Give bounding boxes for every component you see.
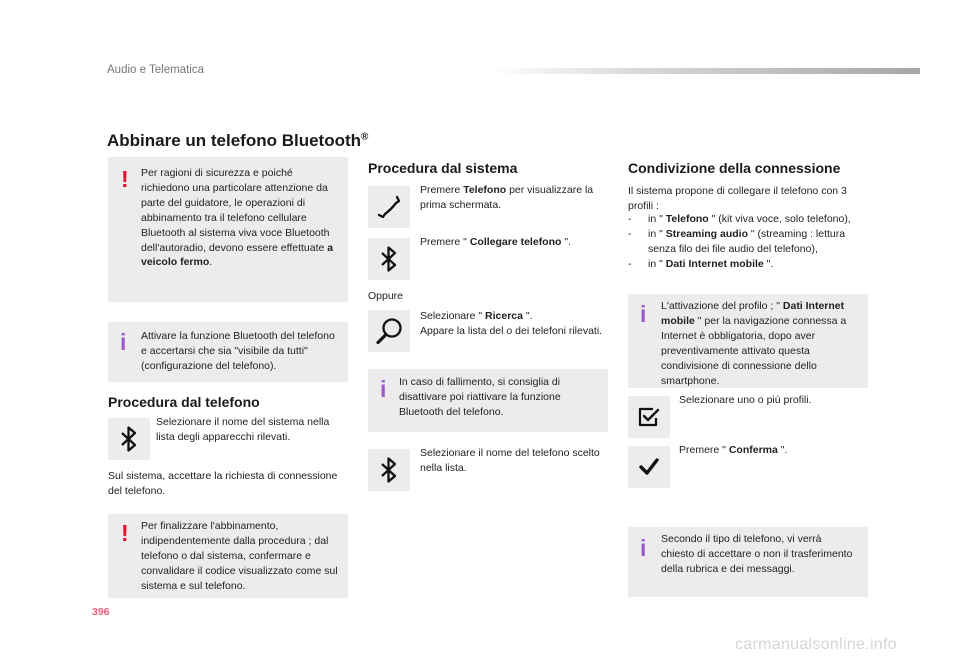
warning-text-safety: Per ragioni di sicurezza e poiché richiedono una particolare attenzione da parte del guidatore, le operazioni di abbinamento tra il telefono cellulare Bluetooth al sistema viva voce Bluetooth dell'autoradio, devono essere effettuate a veicolo fermo. — [141, 167, 334, 269]
watermark: carmanualsonline.info — [735, 636, 897, 653]
bluetooth-icon — [119, 424, 139, 454]
info-text-internet-profile: L'attivazione del profilo ; " Dati Internet mobile " per la navigazione connessa a Internet è obbligatoria, dopo aver preventivamente attivato questa condivisione di connessione dello smartphone. — [661, 300, 847, 387]
info-icon: i — [380, 376, 387, 402]
header-bar — [490, 68, 920, 74]
heading-phone-procedure: Procedura dal telefono — [108, 394, 260, 410]
heading-connection-sharing: Condivizione della connessione — [628, 160, 841, 176]
running-header: Audio e Telematica — [107, 64, 204, 76]
bluetooth-icon-box — [108, 418, 150, 460]
oppure-label: Oppure — [368, 290, 404, 302]
info-text-failure: In caso di fallimento, si consiglia di disattivare poi riattivare la funzione Bluetooth del telefono. — [399, 376, 561, 418]
sharing-intro: Il sistema propone di collegare il telefono con 3 profili : — [628, 185, 847, 212]
warning-icon: ! — [121, 520, 129, 546]
phone-step-accept-request: Sul sistema, accettare la richiesta di connessione del telefono. — [108, 470, 338, 497]
sharing-step-confirm: Premere " Conferma ". — [679, 444, 788, 456]
checkmark-icon — [637, 455, 661, 479]
search-icon — [374, 316, 404, 346]
info-text-activate-bluetooth: Attivare la funzione Bluetooth del telefono e accertarsi che sia "visibile da tutti" (configurazione del telefono). — [141, 330, 335, 372]
bluetooth-icon — [379, 244, 399, 274]
phone-step-select-system: Selezionare il nome del sistema nella lista degli apparecchi rilevati. — [156, 416, 330, 443]
bluetooth-icon-box — [368, 238, 410, 280]
checkbox-icon-box — [628, 396, 670, 438]
warning-icon: ! — [121, 166, 129, 192]
list-item: - in " Telefono " (kit viva voce, solo telefono), — [628, 213, 851, 225]
warning-text-pairing-code: Per finalizzare l'abbinamento, indipendentemente dalla procedura ; dal telefono o dal sistema, confermare e convalidare il codice visualizzato come sul sistema e sul telefono. — [141, 520, 338, 592]
checkmark-icon-box — [628, 446, 670, 488]
page-title: Abbinare un telefono Bluetooth® — [107, 131, 369, 150]
info-text-phonebook-transfer: Secondo il tipo di telefono, vi verrà chiesto di accettare o non il trasferimento della rubrica e dei messaggi. — [661, 533, 853, 575]
checkbox-icon — [636, 404, 662, 430]
system-step-select-phone: Selezionare il nome del telefono scelto nella lista. — [420, 447, 600, 474]
profiles-list — [628, 212, 872, 272]
phone-icon-box — [368, 186, 410, 228]
heading-system-procedure: Procedura dal sistema — [368, 160, 518, 176]
list-item: - in " Dati Internet mobile ". — [628, 257, 774, 270]
system-step-connect-phone: Premere " Collegare telefono ". — [420, 236, 571, 248]
info-icon: i — [640, 301, 647, 327]
phone-icon — [376, 194, 402, 220]
system-step-press-phone: Premere Telefono per visualizzare la prima schermata. — [420, 184, 594, 211]
bluetooth-icon-box — [368, 449, 410, 491]
list-item: - in " Streaming audio " (streaming : lettura senza filo dei file audio del telefono), — [628, 227, 846, 255]
page-number: 396 — [92, 606, 110, 618]
info-icon: i — [640, 535, 647, 561]
registered-mark: ® — [361, 131, 369, 143]
bluetooth-icon — [379, 455, 399, 485]
info-icon: i — [120, 329, 127, 355]
sharing-step-select-profiles: Selezionare uno o più profili. — [679, 394, 812, 406]
search-icon-box — [368, 310, 410, 352]
system-step-search: Selezionare " Ricerca ". Appare la lista del o dei telefoni rilevati. — [420, 310, 603, 337]
